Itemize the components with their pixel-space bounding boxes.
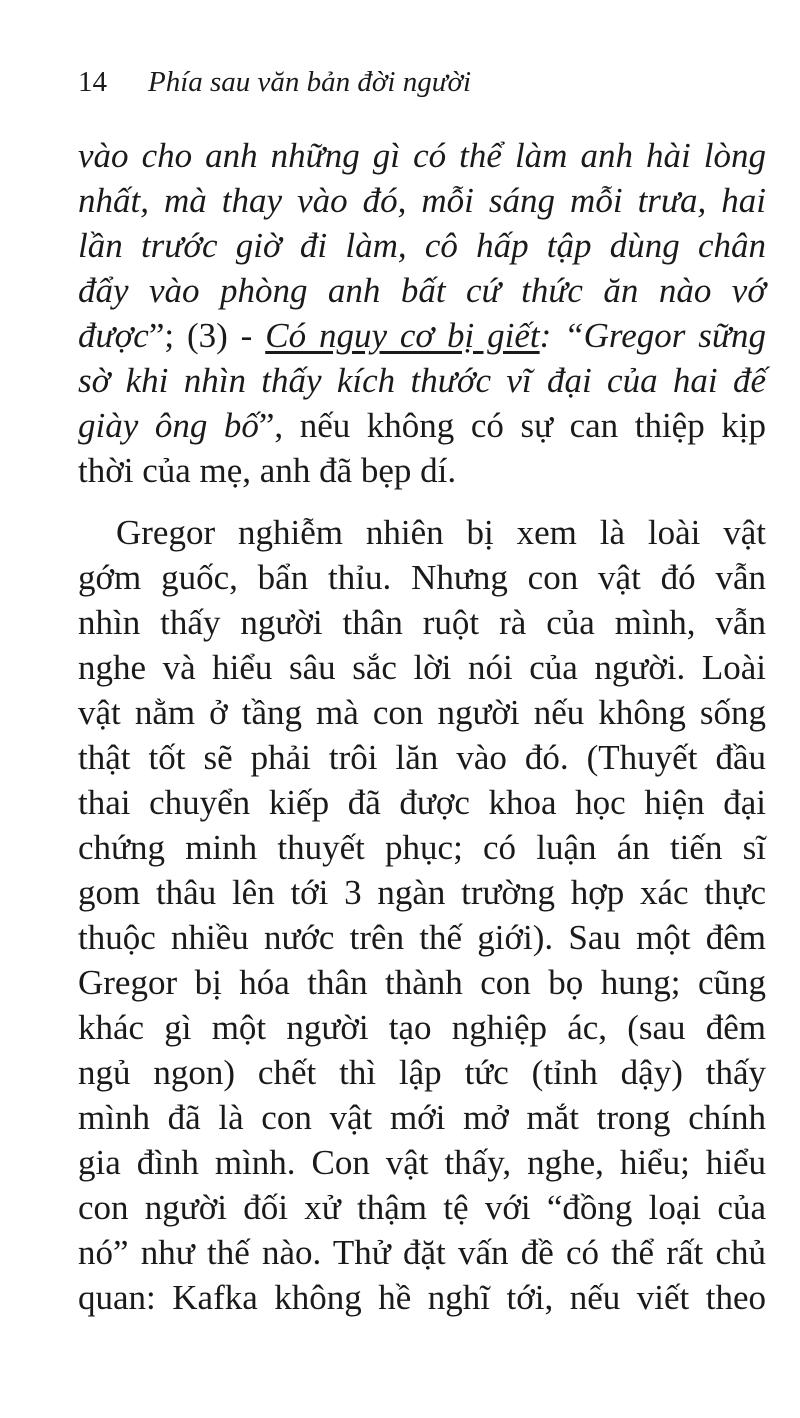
text-fragment: ”, nếu không có sự can thiệp kịp [258, 406, 766, 445]
text-line [78, 403, 766, 449]
quote-fragment: được [78, 316, 149, 355]
text-line: khác gì một người tạo nghiệp ác, (sau đêm [78, 1008, 766, 1047]
running-header [78, 62, 471, 102]
text-line [78, 313, 766, 359]
text-line: nó” như thế nào. Thử đặt vấn đề có thể rất chủ [78, 1233, 766, 1272]
text-line: đẩy vào phòng anh bất cứ thức ăn nào vớ [78, 271, 766, 310]
text-line: gớm guốc, bẩn thỉu. Nhưng con vật đó vẫn [78, 558, 766, 597]
text-line: thai chuyển kiếp đã được khoa học hiện đại [78, 783, 766, 822]
text-line: Gregor bị hóa thân thành con bọ hung; cũng [78, 963, 766, 1002]
text-line: Gregor nghiễm nhiên bị xem là loài vật [116, 513, 766, 552]
text-line: chứng minh thuyết phục; có luận án tiến sĩ [78, 828, 766, 867]
text-line: thuộc nhiều nước trên thế giới). Sau một đêm [78, 918, 766, 957]
text-line: vật nằm ở tầng mà con người nếu không sống [78, 693, 766, 732]
text-line: gom thâu lên tới 3 ngàn trường hợp xác thực [78, 873, 766, 912]
book-title: Phía sau văn bản đời người [148, 66, 472, 98]
text-line: vào cho anh những gì có thể làm anh hài lòng [78, 136, 766, 175]
text-line: nghe và hiểu sâu sắc lời nói của người. Loài [78, 648, 766, 687]
text-line: thời của mẹ, anh đã bẹp dí. [78, 451, 457, 490]
text-line: quan: Kafka không hề nghĩ tới, nếu viết theo [78, 1278, 766, 1317]
quote-fragment: : “Gregor sững [539, 316, 766, 355]
text-line: gia đình mình. Con vật thấy, nghe, hiểu; hiểu [78, 1143, 766, 1182]
text-line: sờ khi nhìn thấy kích thước vĩ đại của hai đế [78, 361, 766, 400]
text-line: con người đối xử thậm tệ với “đồng loại của [78, 1188, 766, 1227]
underlined-heading: Có nguy cơ bị giết [265, 316, 540, 355]
text-line: lần trước giờ đi làm, cô hấp tập dùng chân [78, 226, 766, 265]
text-line: nhìn thấy người thân ruột rà của mình, vẫn [78, 603, 766, 642]
text-line: ngủ ngon) chết thì lập tức (tỉnh dậy) thấy [78, 1053, 766, 1092]
text-line: mình đã là con vật mới mở mắt trong chính [78, 1098, 766, 1137]
page-number: 14 [78, 66, 107, 98]
text-line: nhất, mà thay vào đó, mỗi sáng mỗi trưa, hai [78, 181, 766, 220]
quote-fragment: giày ông bố [78, 406, 259, 445]
text-fragment: ”; (3) - [148, 316, 266, 355]
text-line: thật tốt sẽ phải trôi lăn vào đó. (Thuyết đầu [78, 738, 766, 777]
